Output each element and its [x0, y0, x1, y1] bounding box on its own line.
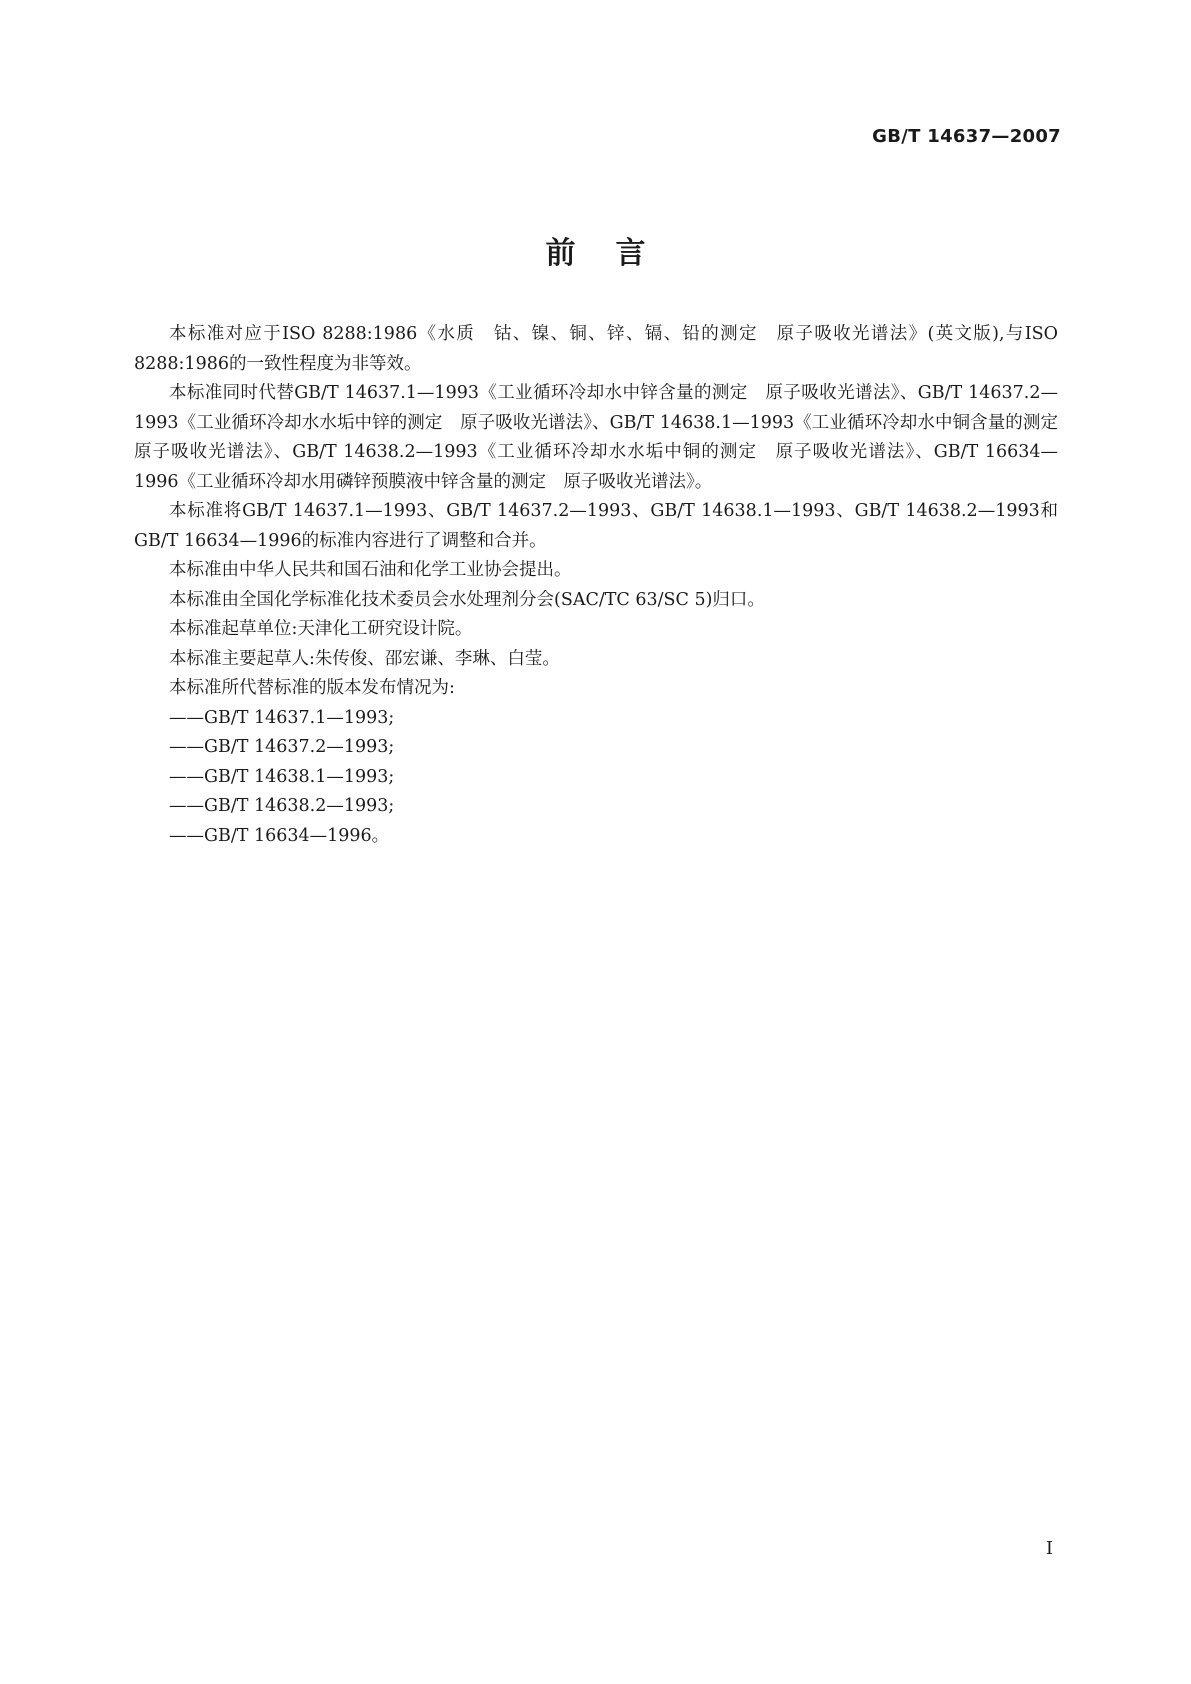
list-item: ——GB/T 14638.2—1993;: [169, 796, 395, 816]
list-item: ——GB/T 14637.1—1993;: [169, 707, 395, 728]
version-list: [134, 704, 1058, 852]
paragraph-drafters: 本标准主要起草人:朱传俊、邵宏谦、李琳、白莹。: [169, 648, 560, 669]
paragraph-drafting-unit: 本标准起草单位:天津化工研究设计院。: [169, 619, 473, 639]
paragraph-correspondence: 本标准对应于ISO 8288:1986《水质 钴、镍、铜、锌、镉、铅的测定 原子吸收光谱法》(英文版),与ISO 8288:1986的一致性程度为非等效。: [134, 324, 1058, 374]
paragraph-version-history: 本标准所代替标准的版本发布情况为:: [169, 678, 455, 698]
standard-number: GB/T 14637—2007: [872, 126, 1061, 147]
foreword-body: [134, 320, 1076, 851]
paragraph-merge: 本标准将GB/T 14637.1—1993、GB/T 14637.2—1993、GB/T 14638.1—1993、GB/T 14638.2—1993和GB/T 16634—1996的标准内容进行了调整和合并。: [134, 501, 1058, 551]
paragraph-replaces: 本标准同时代替GB/T 14637.1—1993《工业循环冷却水中锌含量的测定 原子吸收光谱法》、GB/T 14637.2—1993《工业循环冷却水水垢中锌的测定 原子吸收光谱法》、GB/T 14638.1—1993《工业循环冷却水中铜含量的测定 原子吸收光谱法》、GB/T 14638.2—1993《工业循环冷却水水垢中铜的测定 原子吸收光谱法》、GB/T 16634—1996《工业循环冷却水用磷锌预膜液中锌含量的测定 原子吸收光谱法》。: [134, 383, 1076, 492]
paragraph-committee: 本标准由全国化学标准化技术委员会水处理剂分会(SAC/TC 63/SC 5)归口。: [169, 589, 765, 610]
page-number: I: [1045, 1538, 1053, 1559]
page-title: 前言: [545, 236, 686, 271]
list-item: ——GB/T 16634—1996。: [169, 825, 390, 846]
paragraph-proposer: 本标准由中华人民共和国石油和化学工业协会提出。: [169, 560, 572, 580]
list-item: ——GB/T 14638.1—1993;: [169, 766, 395, 787]
list-item: ——GB/T 14637.2—1993;: [169, 737, 395, 757]
